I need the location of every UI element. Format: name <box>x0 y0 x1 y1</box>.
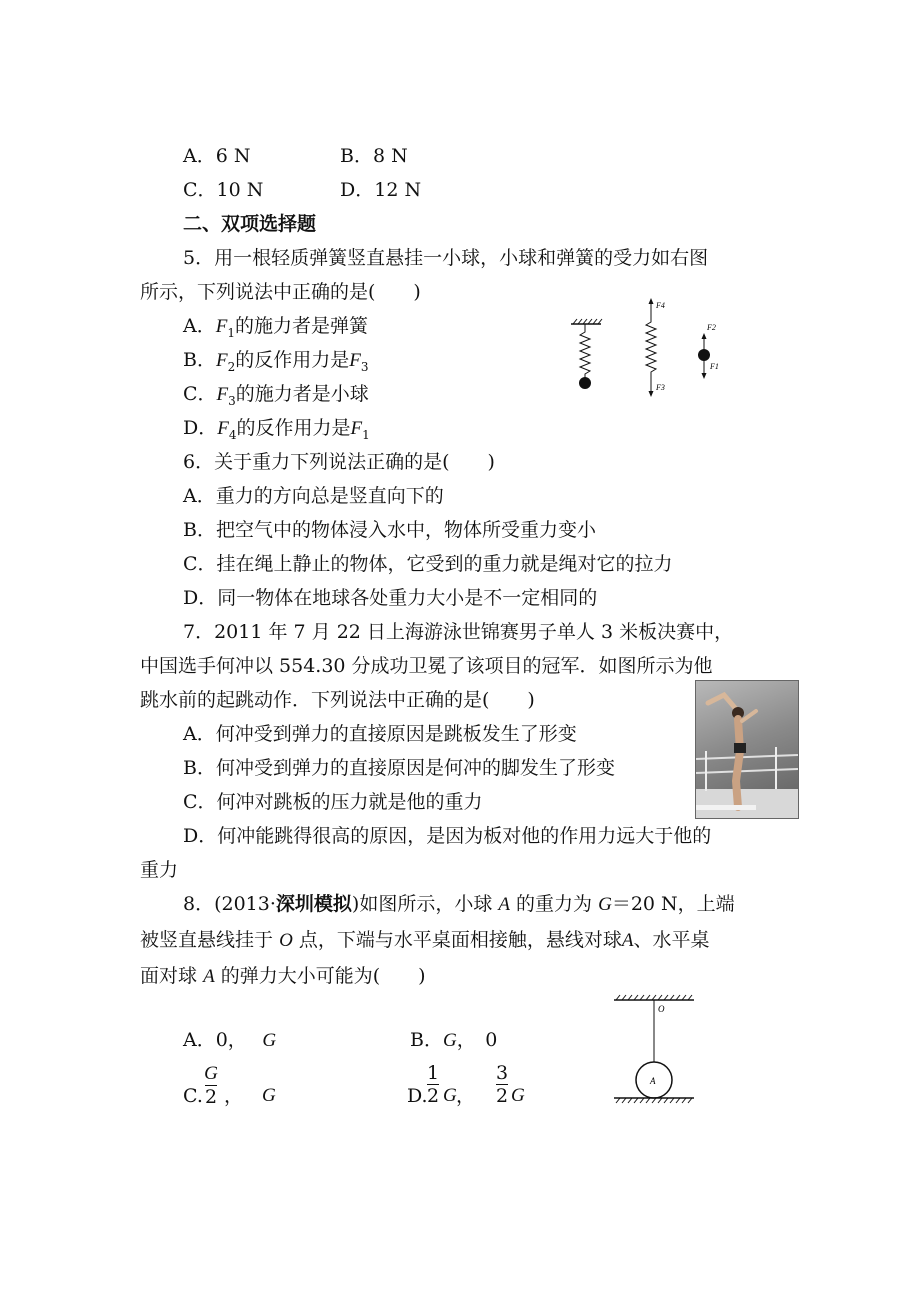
q5-option-d: D．$F_4$的反作用力是$F_1$ <box>183 417 370 442</box>
q8-option-c-label: C. <box>183 1085 203 1107</box>
q8-option-d-fraction2: 3 2 <box>495 1062 509 1107</box>
q5-option-b: B．$F_2$的反作用力是$F_3$ <box>183 349 369 374</box>
q5-option-a: A．$F_1$的施力者是弹簧 <box>183 315 368 340</box>
q6-option-d: D．同一物体在地球各处重力大小是不一定相同的 <box>183 587 598 609</box>
q7-stem-line1: 7．2011 年 7 月 22 日上海游泳世锦赛男子单人 3 米板决赛中， <box>183 621 734 643</box>
q8-option-d-g2: G <box>511 1085 525 1106</box>
q6-option-b: B．把空气中的物体浸入水中，物体所受重力变小 <box>183 519 596 541</box>
q6-option-c: C．挂在绳上静止的物体，它受到的重力就是绳对它的拉力 <box>183 553 673 575</box>
q8-option-d-fraction1: 1 2 <box>426 1062 440 1107</box>
q7-option-a: A．何冲受到弹力的直接原因是跳板发生了形变 <box>183 723 577 745</box>
q4-option-d: D．12 N <box>340 179 422 201</box>
q8-option-d-sep: ， <box>456 1085 476 1107</box>
q6-option-a: A．重力的方向总是竖直向下的 <box>183 485 444 507</box>
label-f2: F2 <box>707 323 716 332</box>
q4-option-a: A．6 N <box>183 145 251 167</box>
q7-option-c: C．何冲对跳板的压力就是他的重力 <box>183 791 483 813</box>
q6-stem: 6．关于重力下列说法正确的是( ) <box>183 451 495 473</box>
q8-option-c-sep: ， <box>224 1085 244 1107</box>
label-o: O <box>658 1004 665 1014</box>
label-a: A <box>650 1076 656 1086</box>
q7-option-b: B．何冲受到弹力的直接原因是何冲的脚发生了形变 <box>183 757 615 779</box>
q8-stem-line3: 面对球 A 的弹力大小可能为( ) <box>140 965 426 987</box>
q4-option-b: B．8 N <box>340 145 408 167</box>
q8-option-c-g: G <box>262 1085 276 1106</box>
q8-option-a: A．0， G <box>183 1029 277 1051</box>
label-f3: F3 <box>656 383 665 392</box>
q7-option-d-line2: 重力 <box>140 859 179 881</box>
q8-stem-line2: 被竖直悬线挂于 O 点，下端与水平桌面相接触，悬线对球A、水平桌 <box>140 929 710 951</box>
q5-option-c: C．$F_3$的施力者是小球 <box>183 383 369 408</box>
q8-ball-figure <box>612 990 702 1108</box>
q7-option-d-line1: D．何冲能跳得很高的原因，是因为板对他的作用力远大于他的 <box>183 825 712 847</box>
label-f1: F1 <box>710 362 719 371</box>
q7-stem-line3: 跳水前的起跳动作．下列说法中正确的是( ) <box>140 689 535 711</box>
label-f4: F4 <box>656 301 665 310</box>
q8-option-b: B．G， 0 <box>410 1029 498 1051</box>
q8-stem-line1: 8．(2013·深圳模拟)如图所示，小球 A 的重力为 G＝20 N，上端 <box>183 893 735 915</box>
q7-stem-line2: 中国选手何冲以 554.30 分成功卫冕了该项目的冠军．如图所示为他 <box>140 655 713 677</box>
diver-photo <box>695 680 799 819</box>
q5-stem-line1: 5．用一根轻质弹簧竖直悬挂一小球，小球和弹簧的受力如右图 <box>183 247 709 269</box>
q5-stem-line2: 所示，下列说法中正确的是( ) <box>140 281 421 303</box>
section-title: 二、双项选择题 <box>183 213 317 235</box>
q8-option-d-g1: G <box>443 1085 457 1106</box>
q8-option-d-label: D. <box>407 1085 428 1107</box>
q8-option-c-fraction: G 2 <box>204 1063 218 1108</box>
q5-spring-figure <box>565 296 735 406</box>
q4-option-c: C．10 N <box>183 179 264 201</box>
